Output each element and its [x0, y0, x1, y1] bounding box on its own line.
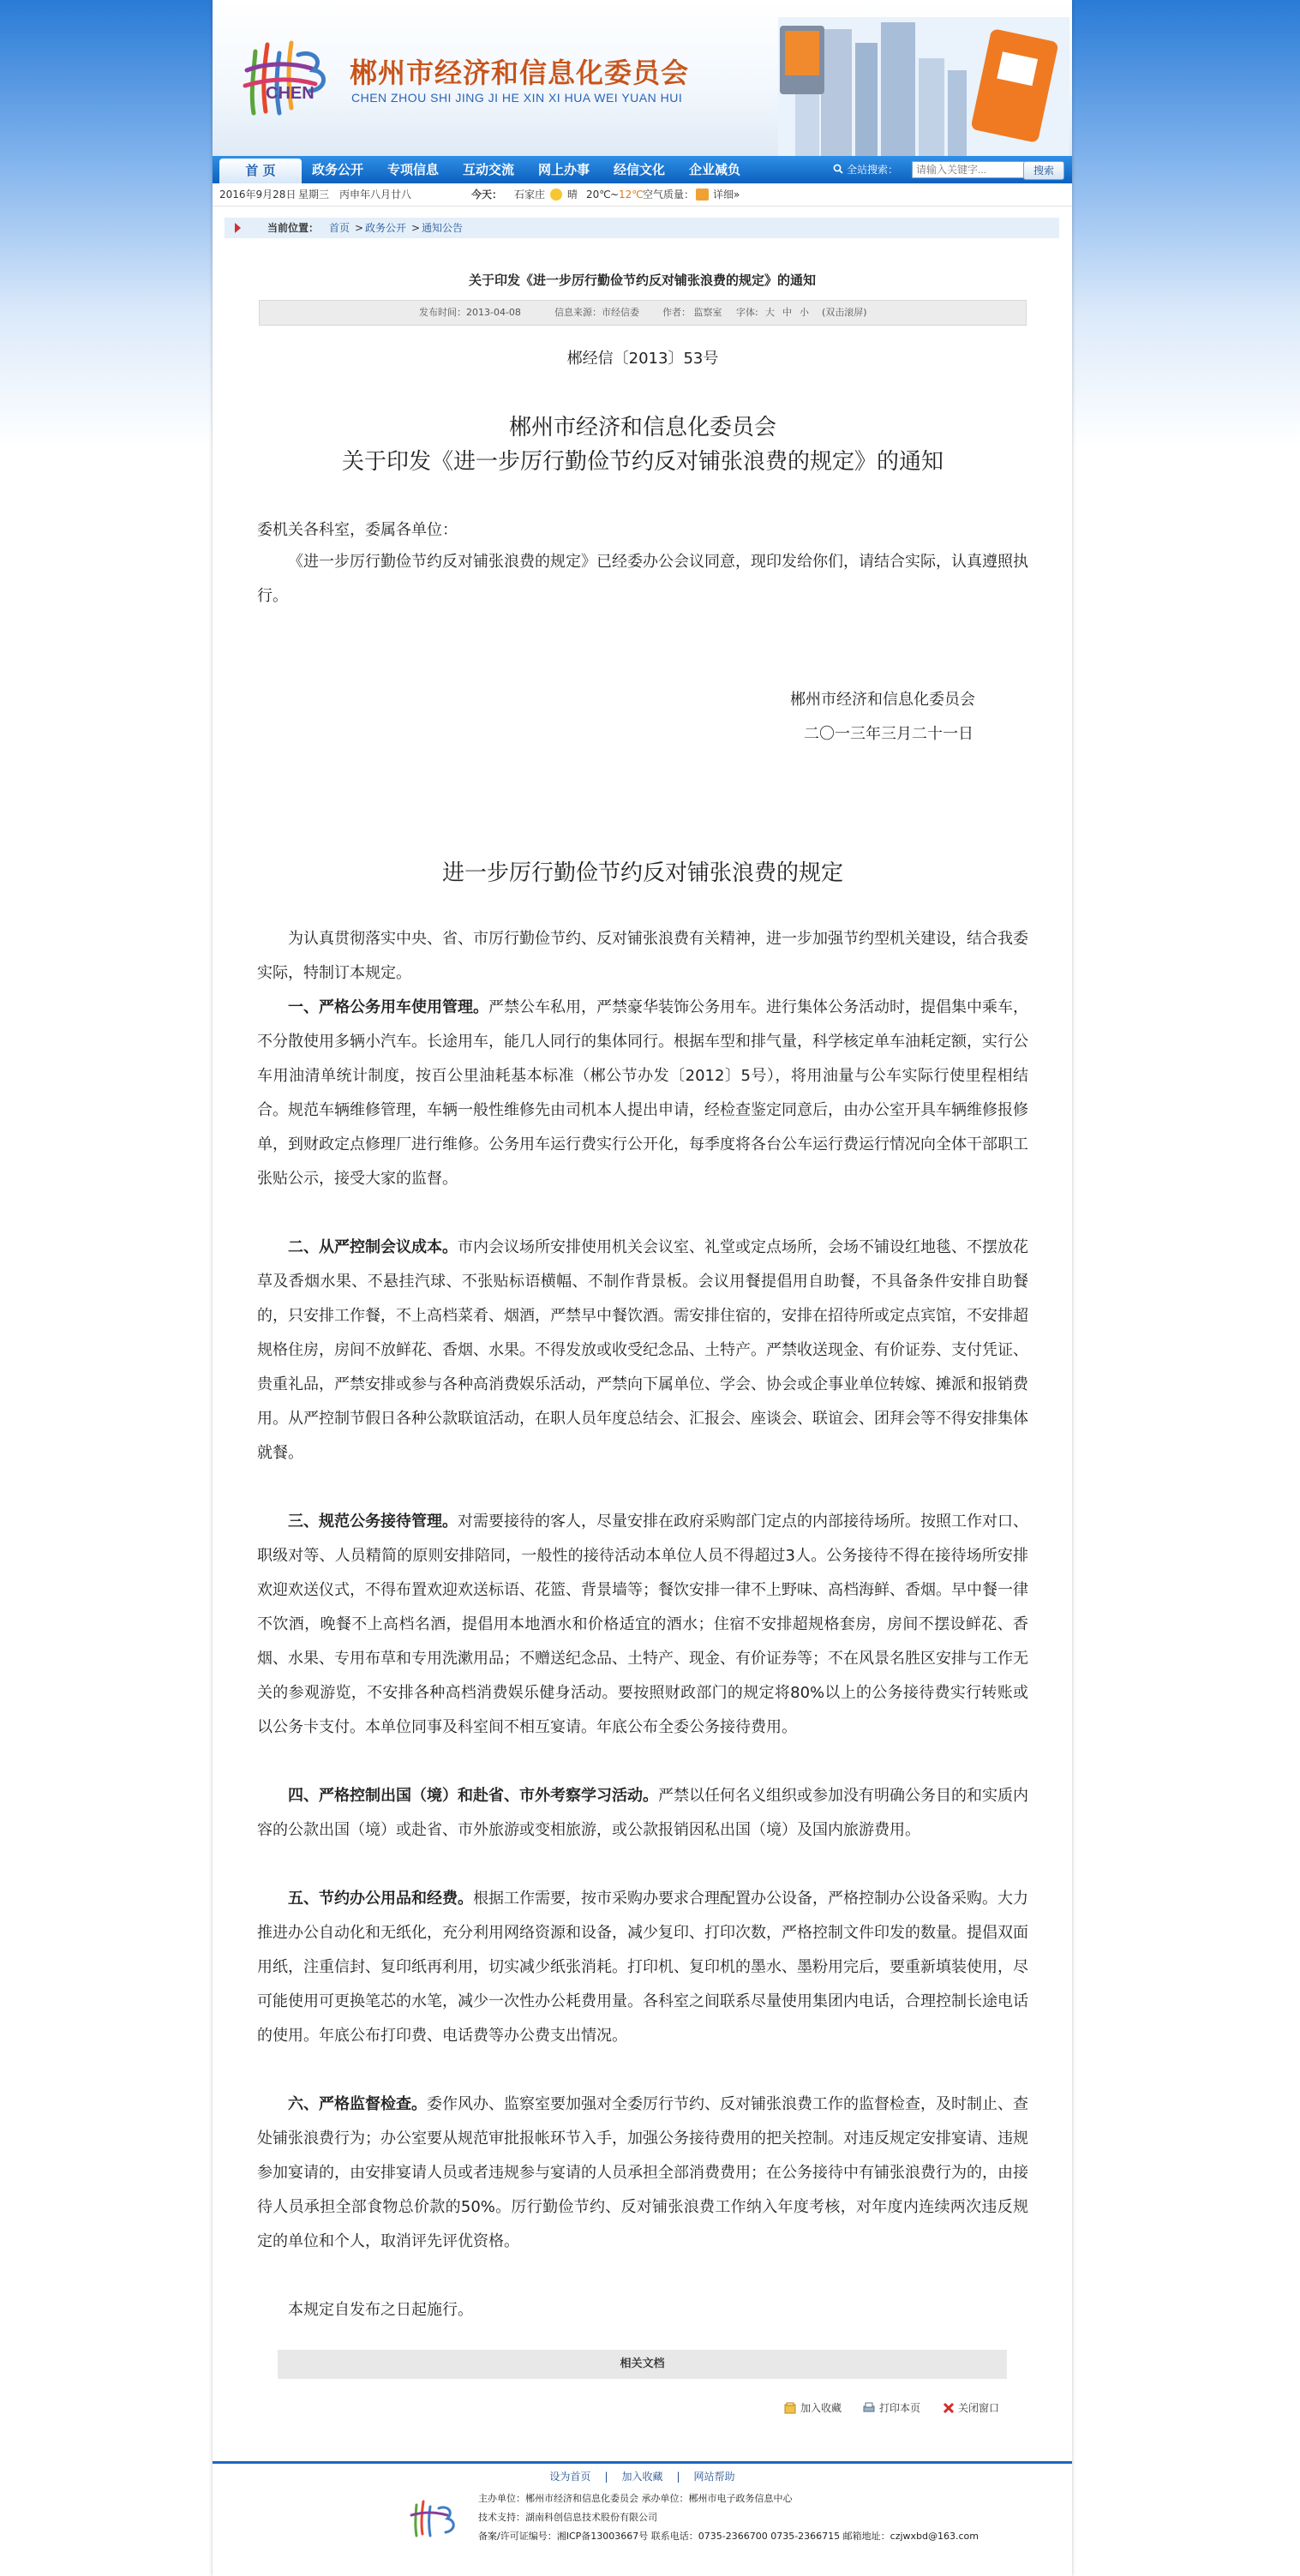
- section-heading: 五、节约办公用品和经费。: [288, 1890, 473, 1908]
- site-title-en: CHEN ZHOU SHI JING JI HE XIN XI HUA WEI YUAN HUI: [351, 91, 683, 105]
- section-5: [257, 1882, 1028, 2053]
- section-6: [257, 2088, 1028, 2259]
- weekday: 星期三: [298, 189, 330, 201]
- close-window-link[interactable]: 关闭窗口: [958, 2402, 1000, 2414]
- air-quality-detail[interactable]: 详细»: [713, 189, 740, 201]
- section-body: 委作风办、监察室要加强对全委厉行节约、反对铺张浪费工作的监督检查，及时制止、查处铺张浪费行为；办公室要从规范审批报帐环节入手，加强公务接待费用的把关控制。对违反规定安排宴请、违规参加宴请的，由安排宴请人员或者违规参与宴请的人员承担全部消费费用；在公务接待中有铺张浪费行为的，由接待人员承担全部食物总价款的50%。厉行勤俭节约、反对铺张浪费工作纳入年度考核，对年度内连续两次违反规定的单位和个人，取消评先评优资格。: [257, 2095, 1028, 2250]
- related-docs: 相关文档: [278, 2350, 1007, 2379]
- nav-home[interactable]: 首 页: [219, 159, 302, 183]
- search-label: 全站搜索：: [847, 164, 899, 176]
- footer-add-favorite[interactable]: 加入收藏: [621, 2471, 663, 2483]
- footer-divider: [213, 2461, 1072, 2464]
- breadcrumb-sep: >: [411, 222, 421, 234]
- section-body: 根据工作需要，按市采购办要求合理配置办公设备，严格控制办公设备采购。大力推进办公自动化和无纸化，充分利用网络资源和设备，减少复印、打印次数，严格控制文件印发的数量。提倡双面用纸，注重信封、复印纸再利用，切实减少纸张消耗。打印机、复印机的墨水、墨粉用完后，要重新填装使用，尽可能使用可更换笔芯的水笔，减少一次性办公耗费用量。各科室之间联系尽量使用集团内电话，合理控制长途电话的使用。年底公布打印费、电话费等办公费支出情况。: [257, 1890, 1028, 2045]
- weather-text: 晴: [567, 189, 578, 201]
- breadcrumb: [225, 218, 1059, 238]
- footer-icp: 备案/许可证编号：湘ICP备13003667号 联系电话：0735-2366700 0735-2366715 邮箱地址：czjwxbd@163.com: [478, 2531, 979, 2542]
- section-3: [257, 1505, 1028, 1745]
- rules-title: 进一步厉行勤俭节约反对铺张浪费的规定: [441, 860, 843, 886]
- section-body: 市内会议场所安排使用机关会议室、礼堂或定点场所，会场不铺设红地毯、不摆放花草及香烟水果、不悬挂汽球、不张贴标语横幅、不制作背景板。会议用餐提倡用自助餐，不具备条件安排自助餐的，只安排工作餐，不上高档菜肴、烟酒，严禁早中餐饮酒。需安排住宿的，安排在招待所或定点宾馆，不安排超规格住房，房间不放鲜花、香烟、水果。不得发放或收受纪念品、土特产。严禁收送现金、有价证券、支付凭证、贵重礼品，严禁安排或参与各种高消费娱乐活动，严禁向下属单位、学会、协会或企事业单位转嫁、摊派和报销费用。从严控制节假日各种公款联谊活动，在职人员年度总结会、汇报会、座谈会、联谊会、团拜会等不得安排集体就餐。: [257, 1238, 1028, 1462]
- breadcrumb-label: 当前位置：: [267, 222, 320, 234]
- info-source: 信息来源：市经信委: [554, 307, 639, 318]
- section-1: [257, 991, 1028, 1196]
- site-banner: [213, 0, 1072, 156]
- font-size-medium[interactable]: 中: [782, 307, 792, 318]
- footer-host: 主办单位：郴州市经济和信息化委员会 承办单位：郴州市电子政务信息中心: [478, 2493, 793, 2504]
- document-heading: 关于印发《进一步厉行勤俭节约反对铺张浪费的规定》的通知: [341, 449, 944, 475]
- close-icon: [943, 2402, 955, 2414]
- footer-logo: [408, 2498, 464, 2548]
- weather-location[interactable]: 石家庄: [514, 189, 546, 201]
- temp-high: 12℃: [619, 189, 644, 201]
- section-body: 严禁以任何名义组织或参加没有明确公务目的和实质内容的公款出国（境）或赴省、市外旅游或变相旅游，或公款报销因私出国（境）及国内旅游费用。: [257, 1787, 1028, 1839]
- section-2: [257, 1231, 1028, 1471]
- breadcrumb-notices[interactable]: 通知公告: [422, 222, 464, 234]
- main-nav: [213, 156, 1072, 183]
- air-quality-label: 空气质量：: [643, 189, 695, 201]
- publish-time: 发布时间：2013-04-08: [419, 307, 521, 318]
- section-heading: 一、严格公务用车使用管理。: [288, 998, 488, 1016]
- search-icon: [833, 164, 843, 174]
- favorite-icon: [783, 2401, 797, 2415]
- nav-special-info[interactable]: 专项信息: [387, 162, 440, 177]
- footer-sep: |: [604, 2471, 608, 2483]
- section-4: [257, 1779, 1028, 1848]
- section-heading: 三、规范公务接待管理。: [288, 1513, 458, 1531]
- section-body: 严禁公车私用，严禁豪华装饰公务用车。进行集体公务活动时，提倡集中乘车，不分散使用多辆小汽车。长途用车，能几人同行的集体同行。根据车型和排气量，科学核定单车油耗定额，实行公车用油清单统计制度，按百公里油耗基本标准（郴公节办发〔2012〕5号），将用油量与公车实际行使里程相结合。规范车辆维修管理，车辆一般性维修先由司机本人提出申请，经检查鉴定同意后，由办公室开具车辆维修报修单，到财政定点修理厂进行维修。公务用车运行费实行公开化，每季度将各台公车运行费运行情况向全体干部职工张贴公示，接受大家的监督。: [257, 998, 1028, 1188]
- breadcrumb-arrow-icon: [235, 223, 241, 233]
- sun-icon: [550, 189, 562, 201]
- font-size-large[interactable]: 大: [765, 307, 775, 318]
- article-title: 关于印发《进一步厉行勤俭节约反对铺张浪费的规定》的通知: [468, 273, 816, 288]
- signature-org: 郴州市经济和信息化委员会: [790, 691, 975, 709]
- footer-sep: |: [676, 2471, 680, 2483]
- breadcrumb-home[interactable]: 首页: [329, 222, 350, 234]
- site-title: 郴州市经济和信息化委员会: [350, 57, 690, 89]
- section-heading: 二、从严控制会议成本。: [288, 1238, 458, 1256]
- addressee: 委机关各科室，委属各单位：: [257, 521, 458, 539]
- closing-line: 本规定自发布之日起施行。: [288, 2301, 473, 2319]
- temp-sep: ~: [610, 189, 620, 201]
- scroll-toggle[interactable]: (双击滚屏): [822, 307, 867, 318]
- print-icon: [862, 2401, 876, 2415]
- date: 2016年9月28日: [219, 189, 297, 201]
- add-favorite-link[interactable]: 加入收藏: [800, 2402, 842, 2414]
- font-size-small[interactable]: 小: [800, 307, 809, 318]
- logo-text: CHEN: [266, 84, 315, 103]
- footer-help[interactable]: 网站帮助: [693, 2471, 735, 2483]
- section-heading: 六、严格监督检查。: [288, 2095, 427, 2113]
- nav-interaction[interactable]: 互动交流: [463, 162, 515, 177]
- breadcrumb-sep: >: [355, 222, 364, 234]
- city-illustration: [778, 17, 1069, 156]
- section-heading: 四、严格控制出国（境）和赴省、市外考察学习活动。: [288, 1787, 658, 1805]
- nav-online-service[interactable]: 网上办事: [538, 162, 590, 177]
- temp-low: 20℃: [586, 189, 611, 201]
- today-label: 今天：: [471, 189, 503, 201]
- info-bar: [213, 183, 1072, 207]
- site-logo[interactable]: [238, 34, 350, 124]
- footer-info: [478, 2489, 979, 2546]
- page-container: [213, 0, 1072, 2576]
- rules-intro: 为认真贯彻落实中央、省、市厉行勤俭节约、反对铺张浪费有关精神，进一步加强节约型机关建设，结合我委实际，特制订本规定。: [257, 930, 1028, 982]
- footer-tech-support: 技术支持：湖南科创信息技术股份有限公司: [478, 2512, 657, 2523]
- intro-paragraph: 《进一步厉行勤俭节约反对铺张浪费的规定》已经委办公会议同意，现印发给你们，请结合实际，认真遵照执行。: [257, 553, 1028, 605]
- font-size-label: 字体:: [736, 307, 758, 318]
- print-link[interactable]: 打印本页: [879, 2402, 921, 2414]
- breadcrumb-gov-affairs[interactable]: 政务公开: [365, 222, 407, 234]
- footer-links: [213, 2468, 1072, 2485]
- lunar-date: 丙申年八月廿八: [339, 189, 412, 201]
- nav-enterprise[interactable]: 企业减负: [689, 162, 741, 177]
- section-body: 对需要接待的客人，尽量安排在政府采购部门定点的内部接待场所。按照工作对口、职级对等、人员精简的原则安排陪同，一般性的接待活动本单位人员不得超过3人。公务接待不得在接待场所安排欢迎欢送仪式，不得布置欢迎欢送标语、花篮、背景墙等；餐饮安排一律不上野味、高档海鲜、香烟。早中餐一律不饮酒，晚餐不上高档名酒，提倡用本地酒水和价格适宜的酒水；住宿不安排超规格套房，房间不摆设鲜花、香烟、水果、专用布草和专用洗漱用品；不赠送纪念品、土特产、现金、有价证券等；不在风景名胜区安排与工作无关的参观游览，不安排各种高档消费娱乐健身活动。要按照财政部门的规定将80%以上的公务接待费实行转账或以公务卡支付。本单位同事及科室间不相互宴请。年底公布全委公务接待费用。: [257, 1513, 1028, 1736]
- search-input[interactable]: [912, 161, 1025, 178]
- nav-gov-affairs[interactable]: 政务公开: [312, 162, 364, 177]
- signature-date: 二〇一三年三月二十一日: [804, 725, 974, 743]
- author: 作者： 监察室: [662, 307, 722, 318]
- document-org-heading: 郴州市经济和信息化委员会: [508, 415, 776, 440]
- search-button[interactable]: 搜索: [1023, 161, 1064, 180]
- air-quality-icon: [696, 189, 709, 201]
- footer-set-home[interactable]: 设为首页: [549, 2471, 591, 2483]
- nav-culture[interactable]: 经信文化: [614, 162, 666, 177]
- article-meta: [259, 300, 1027, 326]
- document-number: 郴经信〔2013〕53号: [566, 350, 719, 368]
